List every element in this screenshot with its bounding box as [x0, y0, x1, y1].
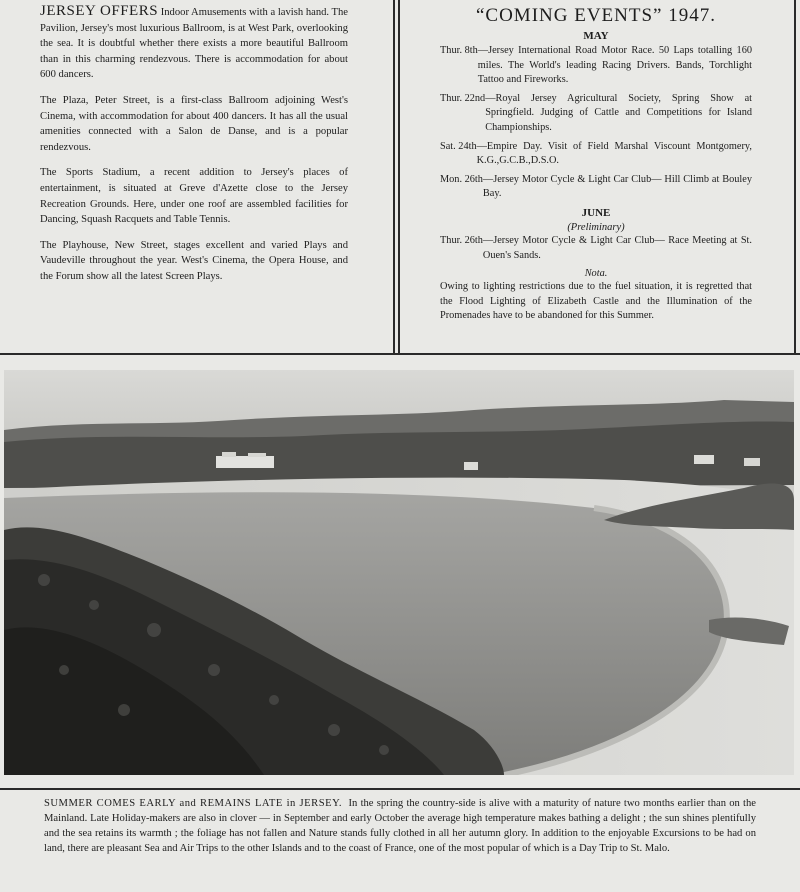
coming-events-column: [440, 4, 752, 324]
nota-label: Nota.: [584, 268, 608, 280]
bottom-section-top-rule: [0, 788, 800, 790]
column-divider-right: [398, 0, 400, 354]
top-section-bottom-rule: [0, 353, 800, 355]
may-events-list: [440, 44, 752, 202]
summer-paragraph: [44, 796, 756, 856]
column-divider-left: [393, 0, 395, 354]
event-description: —Jersey Motor Cycle & Light Car Club— Race Meeting at St. Ouen's Sands.: [482, 234, 752, 261]
event-item: [440, 92, 752, 136]
beach-bay-photograph: [4, 370, 794, 775]
june-preliminary-note: (Preliminary): [567, 221, 625, 233]
left-column: [40, 4, 348, 295]
event-description: —Empire Day. Visit of Field Marshal Viscount Montgomery, K.G.,G.C.B.,D.S.O.: [476, 140, 752, 167]
summer-paragraph-block: [44, 796, 756, 856]
event-description: —Jersey International Road Motor Race. 50 Laps totalling 160 miles. The World's leading Racing Drivers. Bands, Torchlight Tattoo and Fireworks.: [477, 45, 752, 86]
event-date: Thur. 22nd: [440, 92, 486, 104]
event-date: Thur. 26th: [440, 234, 483, 246]
event-date: Thur. 8th: [440, 45, 478, 56]
event-date: Sat. 24th: [440, 140, 477, 152]
intro-paragraph: [40, 4, 348, 83]
right-border: [794, 0, 796, 354]
event-description: —Jersey Motor Cycle & Light Car Club— Hill Climb at Bouley Bay.: [482, 173, 752, 200]
event-item: [440, 234, 752, 263]
event-date: Mon. 26th: [440, 173, 483, 185]
coming-events-title: “COMING EVENTS” 1947.: [475, 5, 716, 26]
june-events-list: [440, 234, 752, 263]
plaza-paragraph: The Plaza, Peter Street, is a first-class Ballroom adjoining West's Cinema, with accommodation for about 400 dancers. It has all the usual amenities connected with a Salon de Danse, and is a popular rendezvous.: [40, 94, 348, 153]
event-item: [440, 140, 752, 169]
event-item: [440, 44, 752, 88]
event-item: [440, 173, 752, 202]
summer-lead: SUMMER COMES EARLY and REMAINS LATE in JERSEY.: [44, 798, 343, 809]
month-june-heading: JUNE: [581, 206, 611, 219]
nota-text: Owing to lighting restrictions due to the fuel situation, it is regretted that the Flood Lighting of Elizabeth Castle and the Illumination of the Promenades have to be abandoned for this Summer.: [440, 281, 752, 322]
summer-text: In the spring the country-side is alive with a maturity of nature two months earlier than on the Mainland. Late Holiday-makers are also in clover — in September and early October the average high temperature makes bathing a delight ; the sun shines plentifully and the sea retains its warmth ; the foliage has not fallen and Nature stands fully clothed in all her autumn glory. In addition to the enjoyable Excursions to be had on land, there are pleasant Sea and Air Trips to the other Islands and to the coast of France, one of the most popular of which is a Day Trip to St. Malo.: [44, 798, 756, 854]
stadium-paragraph: The Sports Stadium, a recent addition to Jersey's places of entertainment, is situated at Greve d'Azette close to the Jersey Recreation Grounds. Here, under one roof are assembled facilities for Dancing, Squash Racquets and Table Tennis.: [40, 167, 348, 226]
intro-lead: JERSEY OFFERS: [40, 3, 159, 19]
playhouse-paragraph: The Playhouse, New Street, stages excellent and varied Plays and Vaudeville throughout the year. West's Cinema, the Opera House, and the Forum show all the latest Screen Plays.: [40, 239, 348, 282]
intro-text: Indoor Amusements with a lavish hand. The Pavilion, Jersey's most luxurious Ballroom, is at West Park, overlooking the sea. It is doubtful whether there exists a more beautiful Ballroom than in this charming rendezvous. There is accommodation for about 600 dancers.: [40, 7, 348, 81]
month-may-heading: MAY: [583, 30, 609, 42]
event-description: —Royal Jersey Agricultural Society, Spring Show at Springfield. Judging of Cattle and Competitions for Island Championships.: [485, 92, 752, 133]
